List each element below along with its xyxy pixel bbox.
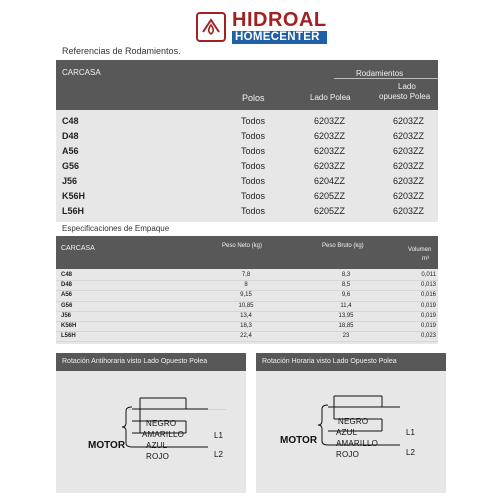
cell-polos: Todos [241, 206, 266, 216]
cell-lado-opuesto: 6203ZZ [393, 176, 425, 186]
terminal-l1: L1 [406, 428, 415, 437]
table-row [56, 189, 438, 204]
cell-carcasa: J56 [61, 312, 72, 319]
cell-peso-neto: 10,85 [238, 302, 254, 309]
header-carcasa: CARCASA [61, 245, 95, 252]
wire-amarillo: AMARILLO [336, 439, 379, 448]
header-carcasa: CARCASA [62, 68, 101, 77]
header-volumen-unit: m³ [422, 256, 429, 262]
terminal-l2: L2 [214, 450, 223, 459]
table-row [56, 129, 438, 144]
cell-peso-neto: 9,15 [240, 292, 252, 299]
cell-carcasa: L56H [62, 206, 85, 216]
cell-polos: Todos [241, 131, 266, 141]
table-row [56, 312, 438, 322]
packing-table-header [56, 236, 438, 269]
wire-amarillo: AMARILLO [142, 430, 185, 439]
cell-lado-polea: 6204ZZ [314, 176, 346, 186]
brand-logo [196, 10, 327, 44]
wire-negro: NEGRO [146, 419, 177, 428]
header-lado: Lado [398, 82, 416, 91]
header-lado-polea: Lado Polea [310, 93, 351, 102]
wire-rojo: ROJO [336, 450, 360, 459]
table-row [56, 114, 438, 129]
cell-carcasa: G56 [62, 161, 80, 171]
cell-peso-bruto: 11,4 [340, 302, 352, 309]
cell-lado-polea: 6203ZZ [314, 131, 346, 141]
cell-polos: Todos [241, 191, 266, 201]
cell-carcasa: G56 [61, 302, 73, 309]
header-opuesto-polea: opuesto Polea [379, 92, 431, 101]
table-row [56, 204, 438, 219]
cell-lado-polea: 6203ZZ [314, 116, 346, 126]
cell-carcasa: D48 [61, 282, 73, 289]
cell-peso-neto: 8 [244, 282, 248, 289]
header-divider [334, 78, 438, 79]
cell-volumen: 0,019 [420, 302, 436, 309]
cell-lado-polea: 6205ZZ [314, 206, 346, 216]
table-row [56, 271, 438, 281]
header-volumen: Volumen [408, 247, 432, 253]
table-row [56, 291, 438, 301]
cell-peso-neto: 13,4 [240, 312, 252, 319]
cell-volumen: 0,011 [421, 272, 436, 278]
motor-label: MOTOR [280, 435, 318, 446]
table-row [56, 322, 438, 332]
brand-name: HIDROAL [232, 8, 327, 31]
packing-table [56, 236, 438, 344]
cell-volumen: 0,023 [420, 333, 436, 340]
wire-negro: NEGRO [338, 417, 369, 426]
bearings-table [56, 60, 438, 222]
cell-peso-neto: 22,4 [240, 333, 252, 340]
cell-polos: Todos [241, 161, 266, 171]
table-row [56, 159, 438, 174]
cell-lado-polea: 6203ZZ [314, 161, 346, 171]
bearings-table-body [56, 110, 438, 222]
header-peso-bruto: Peso Bruto (kg) [322, 243, 364, 249]
wiring-panel-counterclockwise [56, 353, 246, 493]
header-polos: Polos [242, 93, 265, 103]
cell-peso-bruto: 8,3 [341, 272, 351, 278]
cell-carcasa: D48 [62, 131, 79, 141]
table-row [56, 332, 438, 342]
table-row [56, 174, 438, 189]
cell-peso-bruto: 9,6 [341, 292, 351, 299]
cell-volumen: 0,019 [420, 322, 436, 329]
cell-carcasa: L56H [61, 333, 76, 340]
cell-peso-bruto: 23 [342, 333, 350, 340]
cell-carcasa: A56 [62, 146, 79, 156]
packing-title: Especificaciones de Empaque [62, 224, 170, 233]
wire-rojo: ROJO [146, 452, 170, 461]
header-peso-neto: Peso Neto (kg) [222, 243, 263, 249]
cell-carcasa: A56 [61, 292, 73, 299]
brand-mark-icon [196, 12, 226, 42]
cell-carcasa: J56 [62, 176, 78, 186]
header-rodamientos: Rodamientos [356, 69, 404, 78]
table-row [56, 281, 438, 291]
wire-azul: AZUL [336, 428, 358, 437]
table-row [56, 144, 438, 159]
cell-lado-opuesto: 6203ZZ [393, 146, 425, 156]
wiring-title: Rotación Antihoraria visto Lado Opuesto Polea [56, 353, 246, 371]
cell-peso-neto: 18,3 [240, 322, 252, 329]
cell-polos: Todos [241, 146, 266, 156]
cell-carcasa: C48 [62, 116, 79, 126]
cell-peso-bruto: 8,5 [341, 282, 351, 289]
bearings-title: Referencias de Rodamientos. [62, 46, 181, 56]
cell-lado-opuesto: 6203ZZ [393, 191, 425, 201]
cell-polos: Todos [241, 176, 266, 186]
cell-lado-opuesto: 6203ZZ [393, 161, 425, 171]
cell-peso-bruto: 13,95 [338, 312, 354, 319]
wire-azul: AZUL [146, 441, 168, 450]
wiring-panel-clockwise [256, 353, 446, 493]
cell-polos: Todos [241, 116, 266, 126]
cell-volumen: 0,013 [420, 282, 436, 289]
cell-lado-opuesto: 6203ZZ [393, 206, 425, 216]
terminal-l2: L2 [406, 448, 415, 457]
cell-lado-opuesto: 6203ZZ [393, 131, 425, 141]
table-row [56, 302, 438, 312]
packing-table-body [56, 269, 438, 344]
cell-volumen: 0,016 [420, 292, 436, 299]
cell-carcasa: K56H [61, 322, 77, 329]
terminal-l1: L1 [214, 431, 223, 440]
motor-label: MOTOR [88, 440, 126, 451]
cell-volumen: 0,019 [420, 312, 436, 319]
cell-lado-opuesto: 6203ZZ [393, 116, 425, 126]
cell-lado-polea: 6203ZZ [314, 146, 346, 156]
bearings-table-header [56, 60, 438, 110]
cell-lado-polea: 6205ZZ [314, 191, 346, 201]
wiring-title: Rotación Horaria visto Lado Opuesto Polea [256, 353, 446, 371]
cell-carcasa: K56H [62, 191, 86, 201]
cell-carcasa: C48 [61, 272, 73, 278]
cell-peso-bruto: 18,85 [338, 322, 354, 329]
cell-peso-neto: 7,8 [241, 272, 251, 278]
brand-subtitle: HOMECENTER [232, 31, 327, 45]
